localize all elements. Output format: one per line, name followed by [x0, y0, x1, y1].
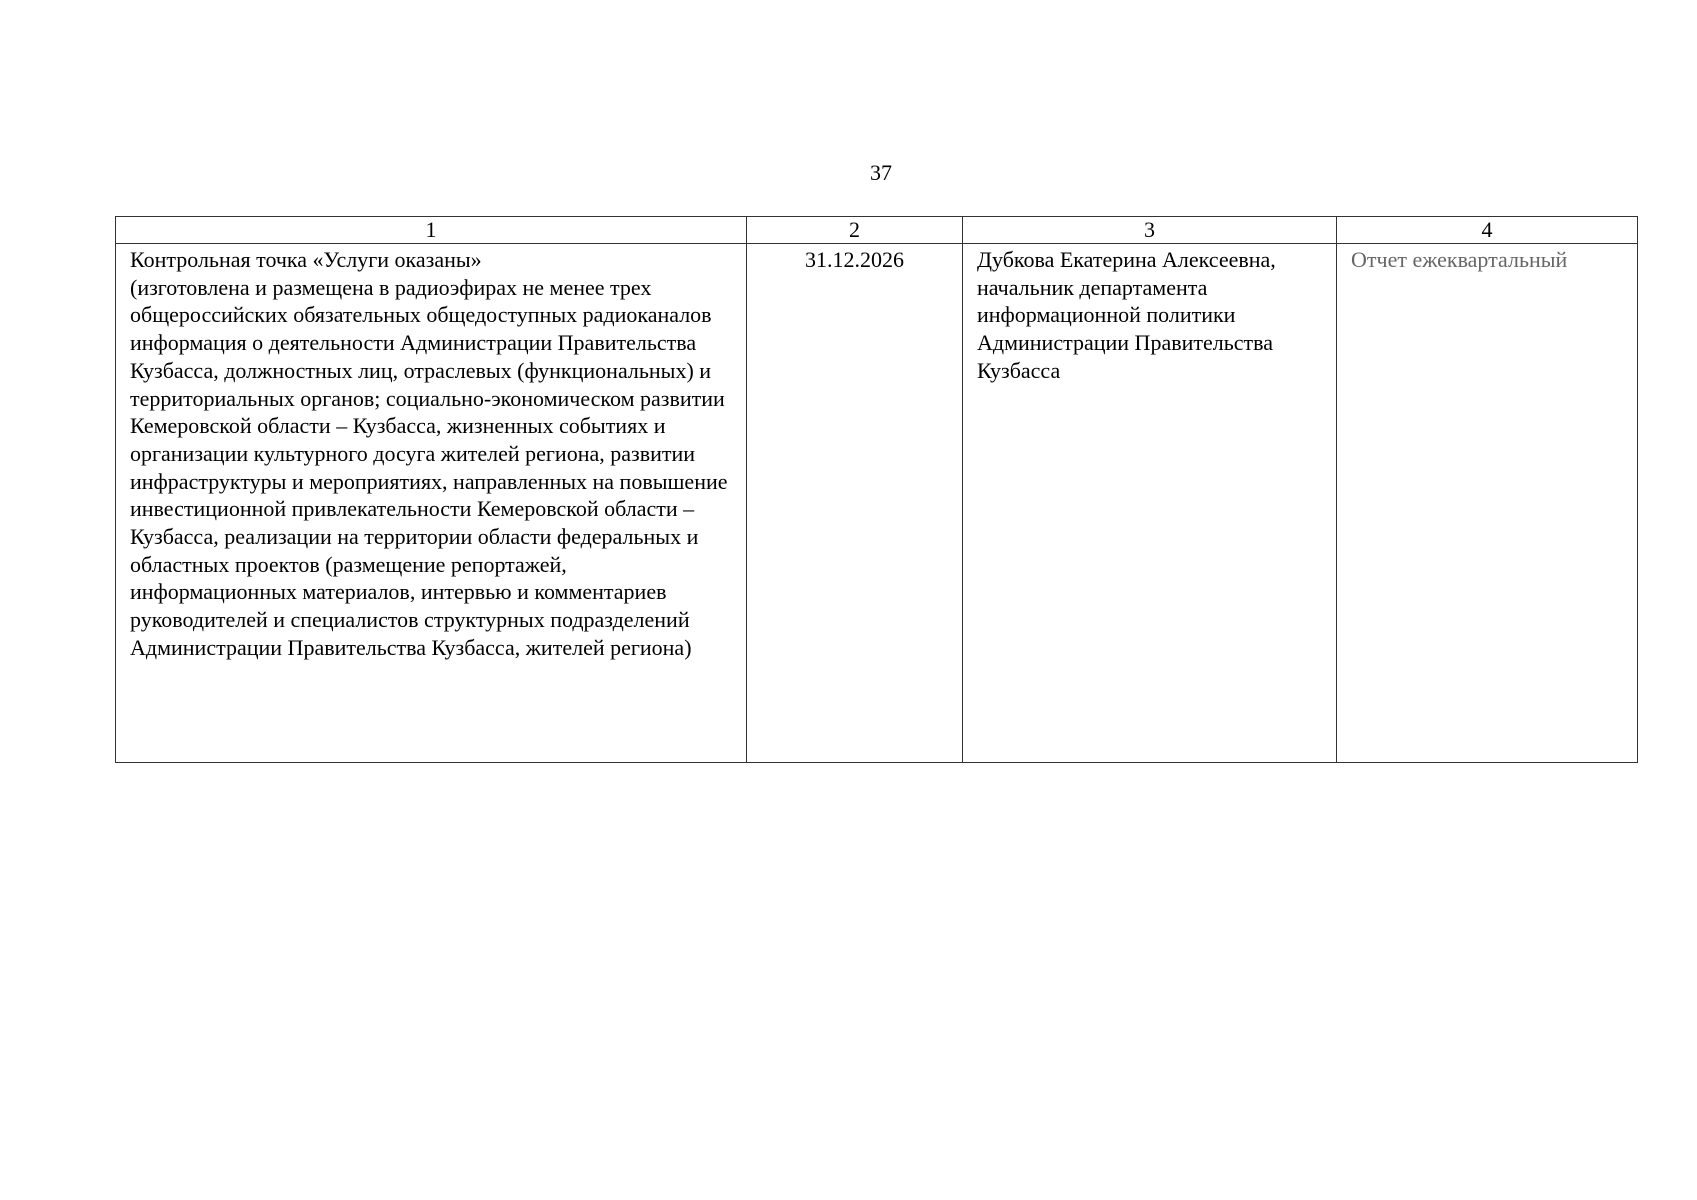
report-type: Отчет ежеквартальный: [1337, 244, 1638, 763]
control-point-title: Контрольная точка «Услуги оказаны»: [130, 247, 482, 272]
column-number-2: 2: [747, 217, 963, 244]
responsible-person: Дубкова Екатерина Алексеевна, начальник департамента информационной политики Администрации Правительства Кузбасса: [963, 244, 1337, 763]
page-number: 37: [870, 160, 892, 185]
column-number-4: 4: [1337, 217, 1638, 244]
column-number-1: 1: [116, 217, 747, 244]
control-point-description: (изготовлена и размещена в радиоэфирах не менее трех общероссийских обязательных общедоступных радиоканалов информация о деятельности Администрации Правительства Кузбасса, должностных лиц, отраслевых (функциональных) и территориальных органов; социально-экономическом развитии Кемеровской области – Кузбасса, жизненных событиях и организации культурного досуга жителей региона, развитии инфраструктуры и мероприятиях, направленных на повышение инвестиционной привлекательности Кемеровской области – Кузбасса, реализации на территории области федеральных и областных проектов (размещение репортажей, информационных материалов, интервью и комментариев руководителей и специалистов структурных подразделений Администрации Правительства Кузбасса, жителей региона): [130, 274, 728, 660]
control-point-cell: [116, 244, 747, 763]
table-row: [116, 244, 1638, 763]
column-number-3: 3: [963, 217, 1337, 244]
deadline-date: 31.12.2026: [747, 244, 963, 763]
control-point-table: [115, 216, 1638, 763]
table-header-row: [116, 217, 1638, 244]
